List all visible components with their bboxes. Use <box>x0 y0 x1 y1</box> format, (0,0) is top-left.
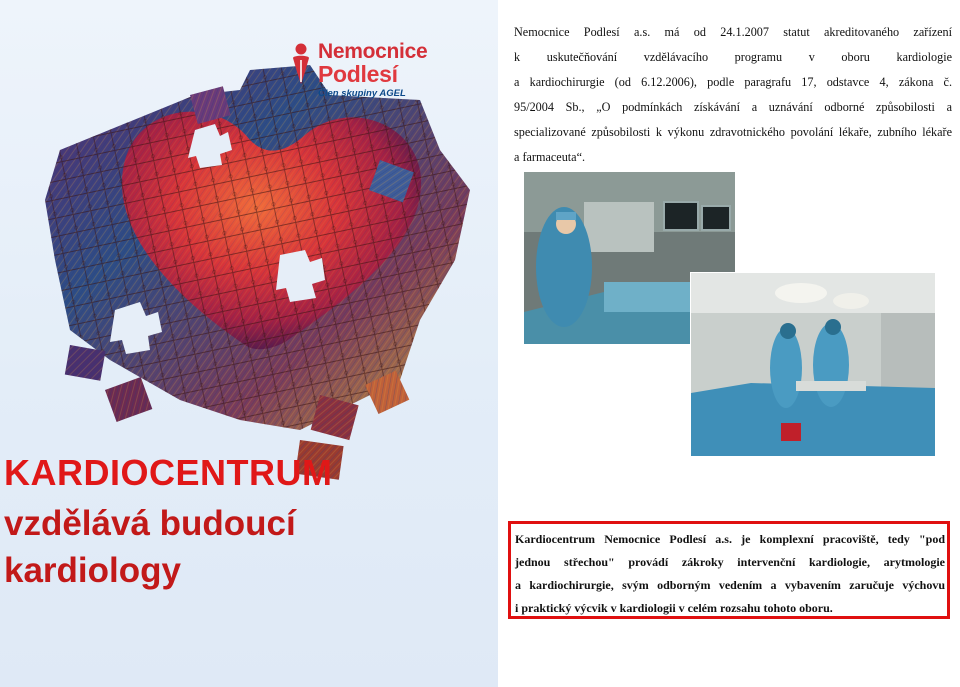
info-line: i praktický výcvik v kardiologii v celém rozsahu tohoto oboru. <box>515 601 833 615</box>
info-line: a kardiochirurgie, svým odborným vedením a vybavením zaručuje výchovu <box>515 578 945 592</box>
intro-line: a kardiochirurgie (od 6.12.2006), podle paragrafu 17, odstavce 4, zákona č. <box>514 75 952 89</box>
logo-text-line2: Podlesí <box>318 61 398 87</box>
intro-line: k uskutečňování vzdělávacího programu v oboru kardiologie <box>514 50 952 64</box>
intro-line: specializované způsobilosti k výkonu zdravotnického povolání lékaře, zubního lékaře <box>514 125 952 139</box>
operating-room-photo <box>690 272 936 457</box>
title-line-1: KARDIOCENTRUM <box>4 452 333 493</box>
info-line: Kardiocentrum Nemocnice Podlesí a.s. je komplexní pracoviště, tedy "pod <box>515 532 945 546</box>
hospital-logo <box>290 40 470 100</box>
title-line-3: kardiology <box>4 551 181 590</box>
intro-line: Nemocnice Podlesí a.s. má od 24.1.2007 statut akreditovaného zařízení <box>514 25 952 39</box>
intro-paragraph <box>514 20 952 170</box>
intro-line: 95/2004 Sb., „O podmínkách získávání a uznávání odborné způsobilosti a <box>514 100 952 114</box>
logo-figure-icon <box>290 42 312 86</box>
intro-line: a farmaceuta“. <box>514 150 586 164</box>
logo-text-line1: Nemocnice <box>318 40 428 63</box>
title-line-2: vzdělává budoucí <box>4 504 296 543</box>
logo-tagline: Člen skupiny AGEL <box>318 88 406 99</box>
kardiocentrum-info-box <box>508 521 950 619</box>
page-title <box>4 452 333 590</box>
info-line: jednou střechou" provádí zákroky intervenční kardiologie, arytmologie <box>515 555 945 569</box>
